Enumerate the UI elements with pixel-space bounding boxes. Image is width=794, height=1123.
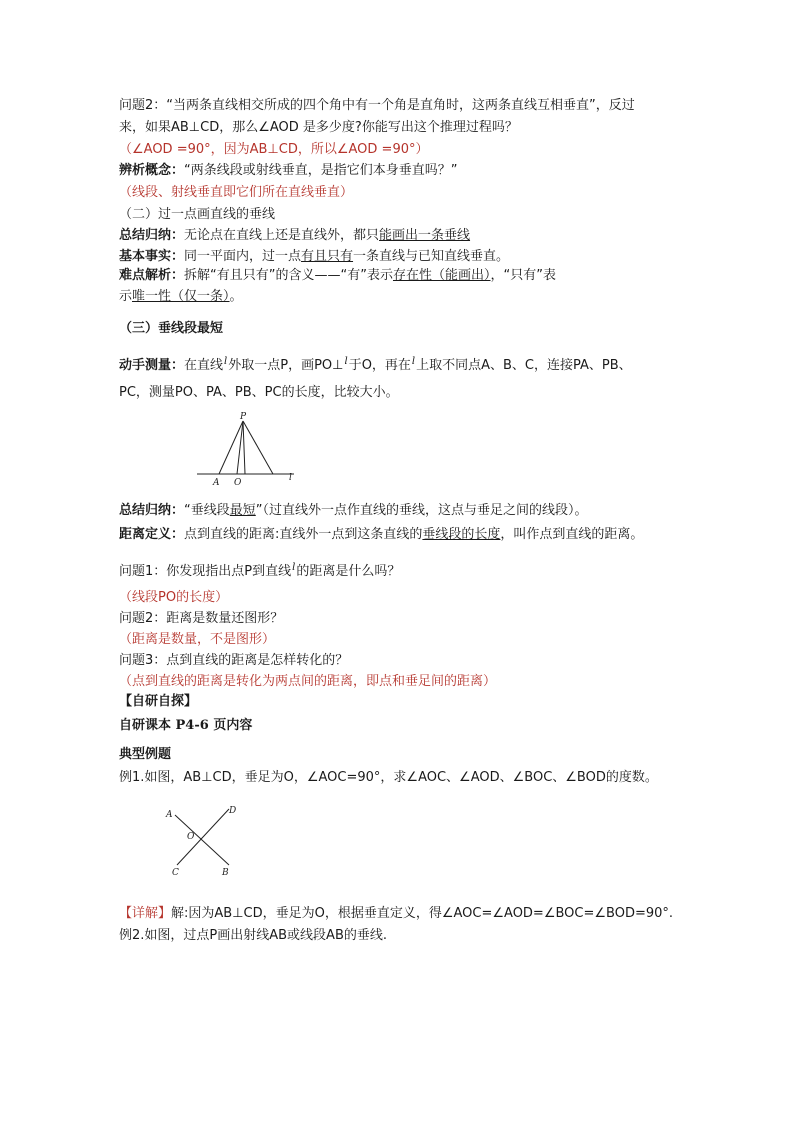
label-b: B <box>222 868 229 878</box>
question-2-line-2: 来，如果AB⊥CD，那么∠AOD 是多少度?你能写出这个推理过程吗？ <box>119 120 518 135</box>
question-3: 问题3：点到直线的距离是怎样转化的？ <box>119 653 349 668</box>
analysis-answer: （线段、射线垂直即它们所在直线垂直） <box>119 185 354 200</box>
label-c: C <box>172 868 179 878</box>
label-l: l <box>289 473 292 483</box>
summary-1: 总结归纳：无论点在直线上还是直线外，都只能画出一条垂线 <box>119 228 471 243</box>
segment-pb <box>243 421 245 474</box>
analysis-concept: 辨析概念：“两条线段或射线垂直，是指它们本身垂直吗？” <box>119 163 458 178</box>
typical-examples-heading: 典型例题 <box>119 747 172 762</box>
distance-definition: 距离定义：点到直线的距离:直线外一点到这条直线的垂线段的长度，叫作点到直线的距离。 <box>119 527 644 542</box>
analysis-label: 辨析概念： <box>119 163 185 178</box>
hands-on-measure-2: PC，测量PO、PA、PB、PC的长度，比较大小。 <box>119 385 399 400</box>
question-2b-answer: （距离是数量，不是图形） <box>119 632 276 647</box>
question-3-answer: （点到直线的距离是转化为两点间的距离，即点和垂足间的距离） <box>119 674 497 689</box>
hands-on-measure-1: 动手测量：在直线$^l$外取一点P，画PO⊥$^l$于O，再在$^l$上取不同点A、B、C，连接PA、PB、 <box>119 356 632 373</box>
label-a: A <box>166 810 173 820</box>
label-o: O <box>187 832 195 842</box>
label-a: A <box>213 478 220 488</box>
segment-po <box>237 421 243 474</box>
self-study-heading: 【自研自探】 <box>119 694 198 709</box>
difficulty-analysis-2: 示唯一性（仅一条）。 <box>119 289 243 304</box>
intersecting-lines-figure <box>163 803 243 878</box>
segment-pc <box>243 421 273 474</box>
line-cd <box>177 809 229 865</box>
segment-pa <box>219 421 243 474</box>
self-study-content: 自研课本 P4-6 页内容 <box>119 718 253 733</box>
basic-fact: 基本事实：同一平面内，过一点有且只有一条直线与已知直线垂直。 <box>119 249 510 264</box>
summary-2: 总结归纳：“垂线段最短”（过直线外一点作直线的垂线，这点与垂足之间的线段）。 <box>119 503 588 518</box>
label-p: P <box>240 412 247 422</box>
example-1: 例1.如图，AB⊥CD，垂足为O，∠AOC=90°，求∠AOC、∠AOD、∠BOC、∠BOD的度数。 <box>119 770 658 785</box>
detailed-solution: 【详解】解:因为AB⊥CD，垂足为O，根据垂直定义，得∠AOC=∠AOD=∠BOC=∠BOD=90°. <box>119 906 674 921</box>
line-ab <box>175 815 229 865</box>
section-3-heading: （三）垂线段最短 <box>119 321 224 336</box>
label-o: O <box>234 478 242 488</box>
example-2: 例2.如图，过点P画出射线AB或线段AB的垂线. <box>119 928 387 943</box>
section-2-heading: （二）过一点画直线的垂线 <box>119 207 276 222</box>
perpendicular-figure <box>195 412 305 487</box>
label-d: D <box>229 806 237 816</box>
question-2-line-1: 问题2：“当两条直线相交所成的四个角中有一个角是直角时，这两条直线互相垂直”，反过 <box>119 98 635 113</box>
question-2b: 问题2：距离是数量还图形？ <box>119 611 284 626</box>
question-1: 问题1：你发现指出点P到直线$^l$的距离是什么吗？ <box>119 562 401 579</box>
question-1-answer: （线段PO的长度） <box>119 590 229 605</box>
question-2-answer: （∠AOD =90°，因为AB⊥CD，所以∠AOD =90°） <box>119 142 429 157</box>
difficulty-analysis-1: 难点解析：拆解“有且只有”的含义——“有”表示存在性（能画出），“只有”表 <box>119 268 556 283</box>
